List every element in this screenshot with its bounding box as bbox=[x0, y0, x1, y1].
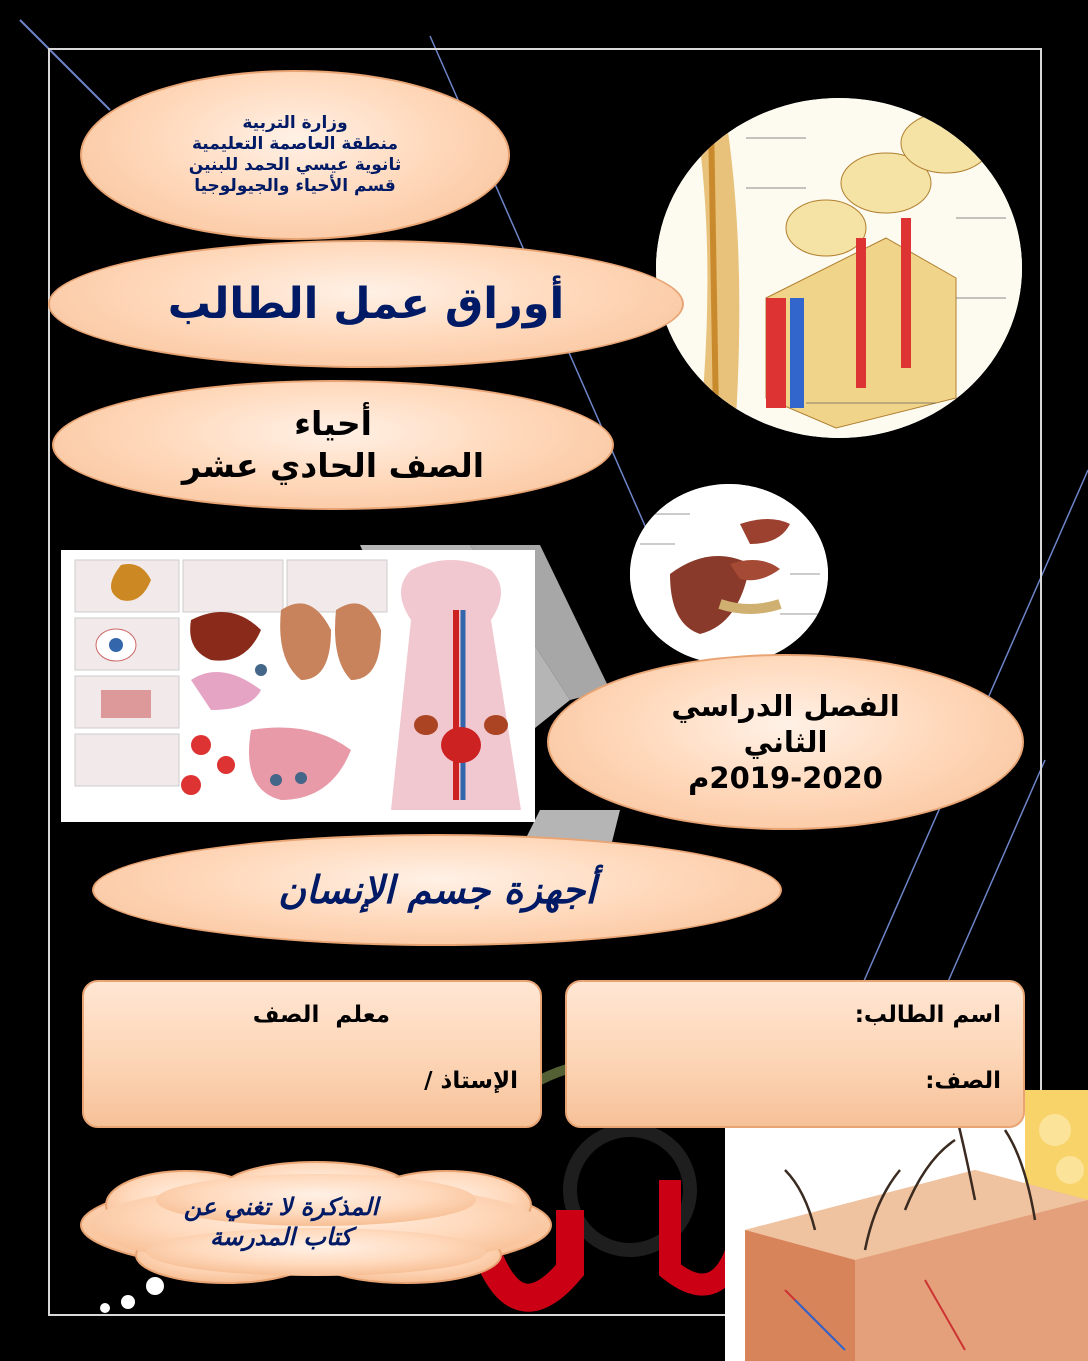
human-organs-image bbox=[61, 550, 535, 822]
note-line2: كتاب المدرسة bbox=[210, 1223, 352, 1251]
school-header-oval bbox=[80, 70, 510, 240]
main-title: أوراق عمل الطالب bbox=[167, 279, 565, 329]
liver-image bbox=[630, 484, 828, 664]
term-label: الفصل الدراسي bbox=[671, 689, 900, 723]
term-oval bbox=[547, 654, 1024, 830]
student-class-label: الصف: bbox=[925, 1068, 1001, 1094]
note-cloud bbox=[66, 1160, 566, 1290]
topic-title: أجهزة جسم الإنسان bbox=[278, 868, 596, 912]
professor-label: الإستاذ / bbox=[424, 1068, 518, 1094]
student-info-box bbox=[565, 980, 1025, 1128]
ministry-name: وزارة التربية bbox=[242, 113, 348, 133]
school-name: ثانوية عيسي الحمد للبنين bbox=[188, 155, 402, 175]
main-title-oval bbox=[48, 240, 684, 368]
subject-name: أحياء bbox=[294, 404, 372, 443]
teacher-label: معلم الصف bbox=[252, 1002, 390, 1028]
topic-oval bbox=[92, 834, 782, 946]
bone-structure-image bbox=[656, 98, 1022, 438]
subject-oval bbox=[52, 380, 614, 510]
student-name-label: اسم الطالب: bbox=[854, 1002, 1001, 1028]
skin-structure-image bbox=[725, 1090, 1088, 1361]
note-line1: المذكرة لا تغني عن bbox=[183, 1193, 379, 1221]
department-name: قسم الأحياء والجيولوجيا bbox=[194, 176, 396, 196]
education-district: منطقة العاصمة التعليمية bbox=[192, 134, 399, 154]
grade-level: الصف الحادي عشر bbox=[181, 446, 485, 485]
academic-year: 2019-2020م bbox=[688, 761, 883, 795]
term-number: الثاني bbox=[743, 725, 828, 759]
teacher-info-box bbox=[82, 980, 542, 1128]
